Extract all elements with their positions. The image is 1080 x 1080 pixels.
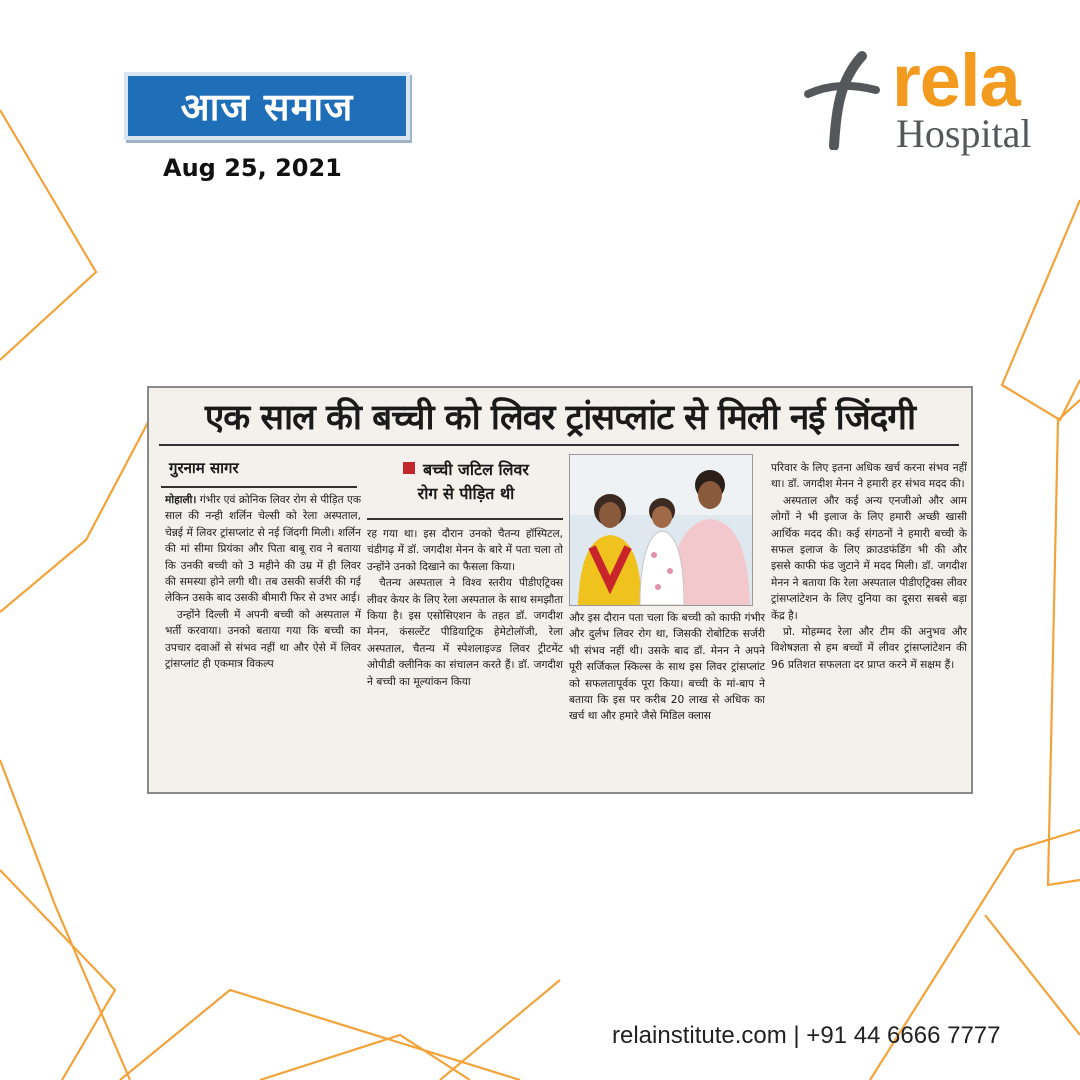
family-photo xyxy=(569,454,753,606)
logo-wordmark: rela xyxy=(892,39,1020,122)
deco-line-left-3 xyxy=(0,760,130,1080)
rela-hospital-logo xyxy=(800,39,1060,162)
family-photo-illustration xyxy=(570,455,752,605)
subheading-divider xyxy=(367,518,563,520)
article-paragraph: उन्होंने दिल्ली में अपनी बच्ची को अस्पताल में भर्ती करवाया। उनको बताया गया कि बच्ची का उपचार दवाओं से संभव नहीं था और ऐसे में लिवर ट्रांसप्लांट ही एकमात्र विकल्प xyxy=(165,608,361,671)
red-square-bullet-icon xyxy=(403,462,415,474)
article-headline: एक साल की बच्ची को लिवर ट्रांसप्लांट से मिली नई जिंदगी xyxy=(204,398,916,438)
article-subheading: बच्ची जटिल लिवर रोग से पीड़ित थी xyxy=(371,458,561,506)
newspaper-name: आज समाज xyxy=(180,85,354,129)
article-paragraph: अस्पताल और कई अन्य एनजीओ और आम लोगों ने भी इलाज के लिए हमारी अच्छी खासी आर्थिक मदद की। कई संगठनों ने हमारी बच्ची के सफल इलाज के लिए क्राउडफंडिंग भी की और इससे काफी फंड जुटाने में मदद मिली। डॉ. जगदीश मेनन ने बताया कि रेला अस्पताल पीडीएट्रिक्स लीवर ट्रांसप्लांटेशन के लिए दुनिया का दूसरा सबसे बड़ा केंद्र है। xyxy=(771,494,967,622)
deco-line-right-2 xyxy=(1048,400,1080,885)
article-column-2 xyxy=(367,526,563,792)
article-column-3 xyxy=(569,610,765,794)
article-paragraph: चैतन्य अस्पताल ने विश्व स्तरीय पीडीएट्रिक्स लीवर केयर के लिए रेला अस्पताल के साथ समझौता किया है। इस एसोसिएशन के तहत डॉ. जगदीश मेनन, कंसल्टेंट पीडियाट्रिक हेमेटोलॉजी, रेला अस्पताल, चैतन्य में स्पेशलाइज्ड लिवर ट्रीटमेंट ओपीडी क्लीनिक का संचालन करते हैं। डॉ. जगदीश ने बच्ची का मूल्यांकन किया xyxy=(367,577,563,688)
deco-line-bottom-1 xyxy=(120,990,520,1080)
article-dateline: मोहाली। xyxy=(165,494,197,506)
footer-contact: relainstitute.com | +91 44 6666 7777 xyxy=(612,1022,1001,1049)
logo-subtext: Hospital xyxy=(896,111,1032,156)
deco-line-right-4 xyxy=(985,915,1080,1035)
article-paragraph: परिवार के लिए इतना अधिक खर्च करना संभव नहीं था। डॉ. जगदीश मेनन ने हमारी हर संभव मदद की। xyxy=(771,462,967,491)
deco-line-right-1 xyxy=(1002,200,1080,420)
rela-logo-mark-icon xyxy=(800,50,892,150)
article-paragraph: प्रो. मोहम्मद रेला और टीम की अनुभव और विशेषज्ञता से हम बच्चों में लीवर ट्रांसप्लांटेशन की 96 प्रतिशत सफलता दर प्राप्त करने में सक्षम हैं। xyxy=(771,626,967,671)
deco-line-left-2 xyxy=(0,390,165,612)
article-column-1 xyxy=(165,492,361,792)
byline-divider xyxy=(161,486,357,488)
newspaper-masthead xyxy=(124,72,410,140)
article-byline: गुरनाम सागर xyxy=(169,459,239,477)
article-column-4 xyxy=(771,460,967,792)
headline-divider xyxy=(159,444,959,446)
publication-date: Aug 25, 2021 xyxy=(163,154,342,182)
deco-line-left-1 xyxy=(0,110,96,360)
deco-line-bottom-2 xyxy=(260,1035,470,1080)
newspaper-clipping xyxy=(147,386,973,794)
article-paragraph: और इस दौरान पता चला कि बच्ची को काफी गंभीर और दुर्लभ लिवर रोग था, जिसकी रोबोटिक सर्जरी भी संभव नहीं थी। उसके बाद डॉ. मेनन ने अपने पूरी सर्जिकल स्किल्स के साथ इस लिवर ट्रांसप्लांट को सफलतापूर्वक पूरा किया। बच्ची के मां-बाप ने बताया कि इस पर करीब 20 लाख से अधिक का खर्च था और हमारे जैसे मिडिल क्लास xyxy=(569,612,765,723)
article-paragraph: मोहाली। गंभीर एवं क्रोनिक लिवर रोग से पीड़ित एक साल की नन्ही शर्लिन चेल्सी को रेला अस्पताल, चेन्नई में लिवर ट्रांसप्लांट से नई जिंदगी मिली। शर्लिन की मां सीमा प्रियंका और पिता बाबू राव ने बताया कि उनकी बच्ची को 3 महीने की उम्र में ही लिवर की समस्या होने लगी थी। तब उसकी सर्जरी की गई लेकिन उसके बाद उसकी बीमारी फिर से उभर आई। xyxy=(165,494,361,605)
article-paragraph: रह गया था। इस दौरान उनको चैतन्य हॉस्पिटल, चंडीगढ़ में डॉ. जगदीश मेनन के बारे में पता चला तो उन्होंने उनको दिखाने का फैसला किया। xyxy=(367,528,563,573)
deco-line-bottom-3 xyxy=(440,980,560,1080)
deco-line-left-4 xyxy=(0,870,115,1080)
